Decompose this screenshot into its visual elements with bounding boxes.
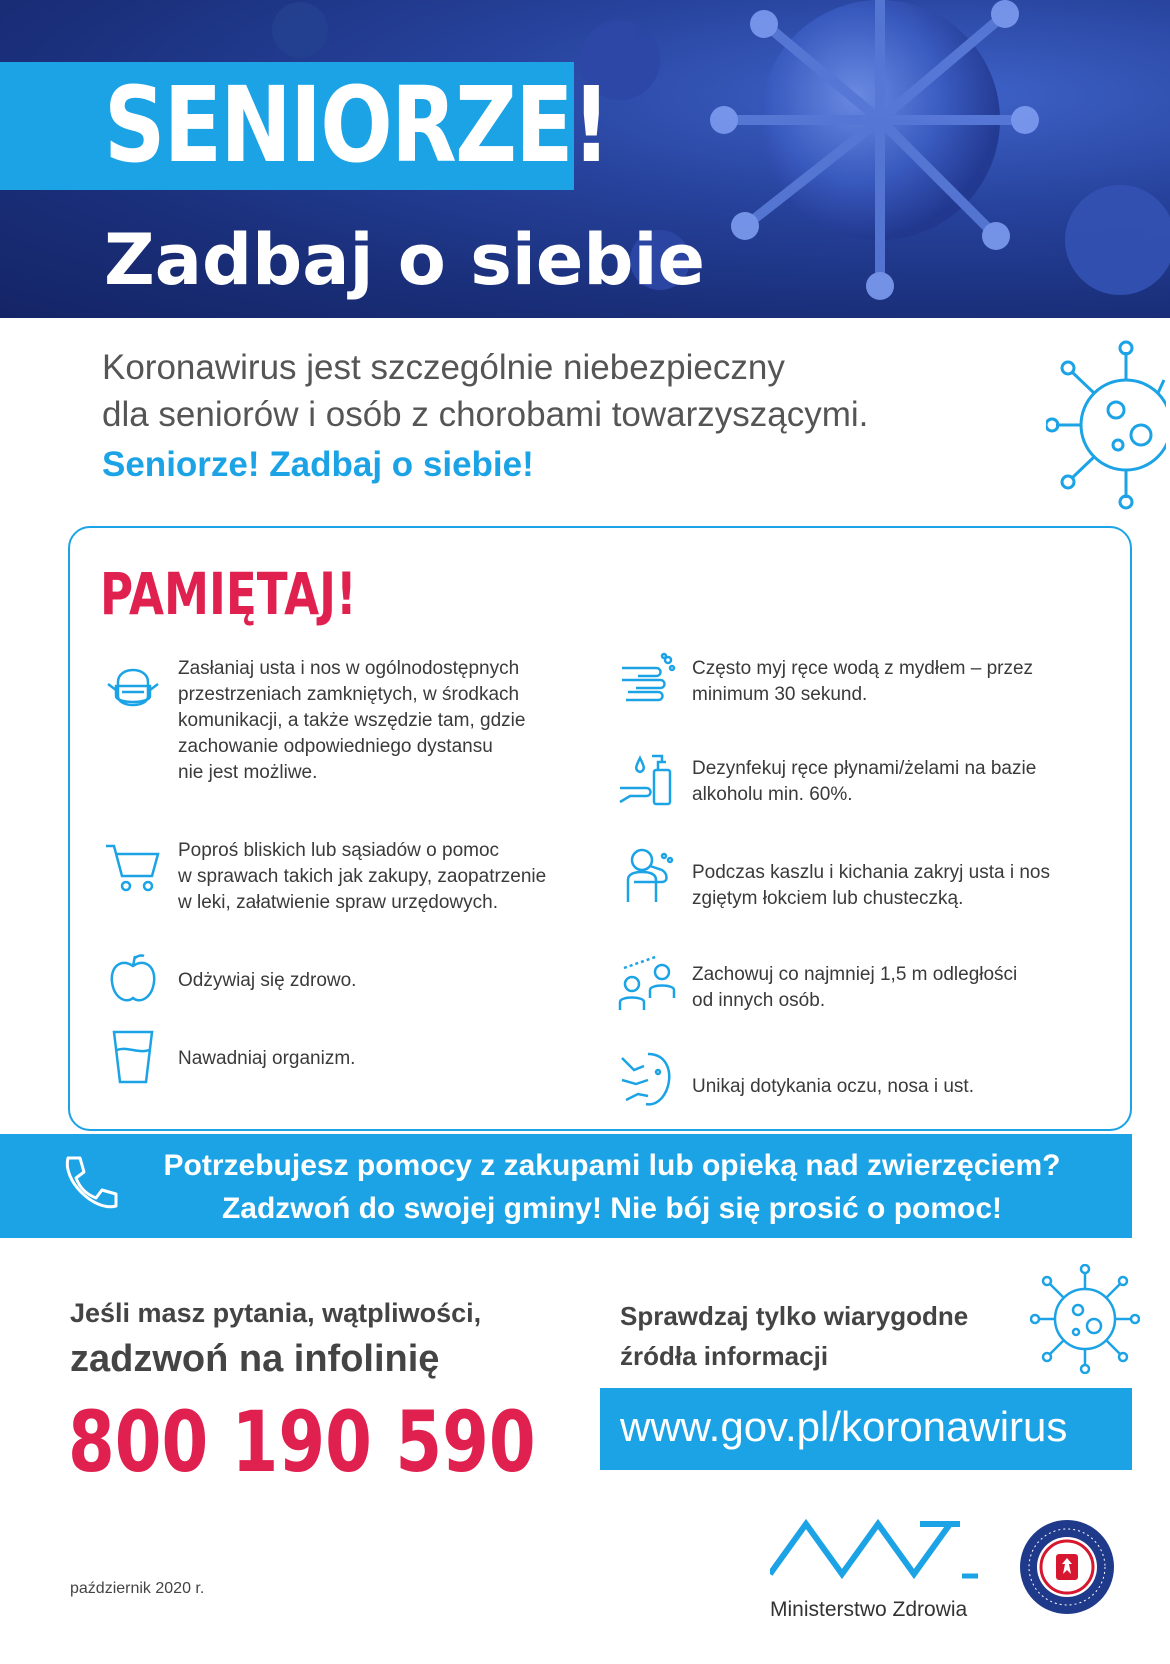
- tip-no-touch: [618, 1050, 1118, 1108]
- ministry-of-health-logo: [770, 1516, 980, 1586]
- tip-distance: [618, 954, 1118, 1014]
- water-glass-icon: [104, 1028, 162, 1086]
- hotline-number[interactable]: 800 190 590: [68, 1393, 536, 1491]
- tip-line: w sprawach takich jak zakupy, zaopatrzenie: [178, 866, 547, 887]
- social-distance-icon: [618, 954, 676, 1012]
- tip-line: alkoholu min. 60%.: [692, 784, 853, 805]
- tip-line: zgiętym łokciem lub chusteczką.: [692, 888, 964, 909]
- remember-title: PAMIĘTAJ!: [100, 560, 357, 628]
- page-title: SENIORZE!: [104, 64, 610, 186]
- tip-line: w leki, załatwienie spraw urzędowych.: [178, 892, 498, 913]
- sanitary-inspection-logo: [1018, 1518, 1116, 1616]
- tip-wash-hands: [618, 652, 1118, 710]
- tip-line: Odżywiaj się zdrowo.: [178, 970, 357, 991]
- hotline-question: Jeśli masz pytania, wątpliwości,: [70, 1298, 482, 1328]
- hand-sanitizer-icon: [618, 752, 676, 810]
- face-mask-icon: [104, 656, 162, 714]
- tip-line: komunikacji, a także wszędzie tam, gdzie: [178, 710, 526, 731]
- sources-line-2: źródła informacji: [620, 1341, 829, 1371]
- help-line-1: Potrzebujesz pomocy z zakupami lub opieką nad zwierzęciem?: [163, 1149, 1061, 1182]
- page-subtitle: Zadbaj o siebie: [104, 219, 705, 301]
- tip-line: minimum 30 sekund.: [692, 684, 868, 705]
- tip-line: Unikaj dotykania oczu, nosa i ust.: [692, 1076, 974, 1097]
- intro-line-1: Koronawirus jest szczególnie niebezpieczny: [102, 348, 785, 387]
- hotline-call: zadzwoń na infolinię: [70, 1338, 440, 1380]
- tip-cough: [618, 846, 1118, 912]
- virus-outline-small-icon: [1030, 1264, 1140, 1374]
- tip-line: nie jest możliwe.: [178, 762, 318, 783]
- tip-mask: [104, 656, 624, 786]
- tip-line: Zachowuj co najmniej 1,5 m odległości: [692, 964, 1018, 985]
- cough-elbow-icon: [618, 846, 676, 904]
- tip-line: Poproś bliskich lub sąsiadów o pomoc: [178, 840, 500, 861]
- sources-text: [620, 1296, 968, 1376]
- face-touch-icon: [618, 1050, 676, 1108]
- website-link[interactable]: www.gov.pl/koronawirus: [620, 1403, 1068, 1450]
- intro-highlight: Seniorze! Zadbaj o siebie!: [102, 445, 534, 484]
- publication-date: październik 2020 r.: [70, 1580, 205, 1597]
- virus-outline-icon: [1046, 340, 1166, 510]
- tip-line: Podczas kaszlu i kichania zakryj usta i nos: [692, 862, 1050, 883]
- shopping-cart-icon: [104, 838, 162, 896]
- tip-help-shopping: [104, 838, 624, 916]
- hand-washing-icon: [618, 652, 676, 710]
- help-line-2: Zadzwoń do swojej gminy! Nie bój się prosić o pomoc!: [221, 1192, 1003, 1225]
- tip-line: Nawadniaj organizm.: [178, 1048, 356, 1069]
- tip-line: Często myj ręce wodą z mydłem – przez: [692, 658, 1034, 679]
- tip-line: przestrzeniach zamkniętych, w środkach: [178, 684, 520, 705]
- tip-hydrate: [104, 1028, 624, 1086]
- tip-line: Zasłaniaj usta i nos w ogólnodostępnych: [178, 658, 520, 679]
- help-text: [112, 1144, 1112, 1230]
- tip-line: zachowanie odpowiedniego dystansu: [178, 736, 493, 757]
- ministry-name: Ministerstwo Zdrowia: [770, 1598, 968, 1621]
- tip-line: Dezynfekuj ręce płynami/żelami na bazie: [692, 758, 1037, 779]
- intro-text: [102, 344, 1042, 492]
- tip-eat-healthy: [104, 950, 624, 1008]
- tip-sanitize: [618, 752, 1118, 810]
- tip-line: od innych osób.: [692, 990, 826, 1011]
- intro-line-2: dla seniorów i osób z chorobami towarzyszącymi.: [102, 395, 869, 434]
- apple-icon: [104, 950, 162, 1008]
- sources-line-1: Sprawdzaj tylko wiarygodne: [620, 1301, 969, 1331]
